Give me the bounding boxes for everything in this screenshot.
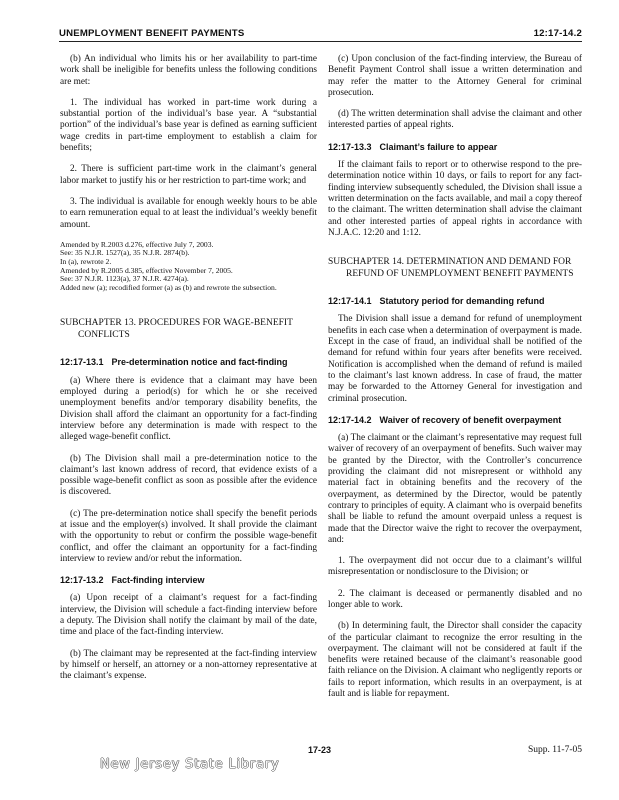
left-column	[60, 54, 317, 693]
paragraph: (c) The pre-determination notice shall specify the benefit periods at issue and the employer(s) involved. It shall provide the claimant with the opportunity to rebut or confirm the possible wage-benefit conflict, and offer the claimant an opportunity for a fact-finding interview to review and/or rebut the information.	[60, 508, 317, 564]
paragraph: (d) The written determination shall advise the claimant and other interested parties of appeal rights.	[328, 109, 582, 131]
section-title: Fact-finding interview	[111, 575, 205, 586]
section-heading	[60, 575, 317, 586]
paragraph: (a) Where there is evidence that a claimant may have been employed during a period(s) for which he or she received unemployment benefits and/or temporary disability benefits, the Division shall afford the claimant an opportunity for a fact-finding interview before any determination is made with respect to the alleged wage-benefit conflict.	[60, 375, 317, 443]
subchapter-heading: SUBCHAPTER 13. PROCEDURES FOR WAGE-BENEFIT CONFLICTS	[60, 318, 293, 340]
running-header	[59, 27, 582, 42]
amendment-line: See: 37 N.J.R. 1123(a), 37 N.J.R. 4274(a).	[60, 274, 189, 284]
section-number: 12:17-14.2	[328, 414, 372, 425]
amendment-line: Amended by R.2003 d.276, effective July 7, 2003.	[60, 239, 214, 249]
subchapter-heading: SUBCHAPTER 14. DETERMINATION AND DEMAND FOR REFUND OF UNEMPLOYMENT BENEFIT PAYMENTS	[328, 257, 574, 279]
amendment-line: See: 35 N.J.R. 1527(a), 35 N.J.R. 2874(b).	[60, 248, 190, 258]
amendment-history	[60, 241, 317, 293]
section-title: Pre-determination notice and fact-finding	[111, 357, 288, 368]
list-item: 1. The individual has worked in part-time work during a substantial portion of the individual’s base year. A “substantial portion” of the individual’s base year is defined as earning sufficient wage credits in part-time employment to establish a claim for benefits;	[60, 97, 317, 154]
paragraph: (a) Upon receipt of a claimant’s request for a fact-finding interview, the Division will schedule a fact-finding interview before a deputy. The Division shall notify the claimant by mail of the date, time and place of the fact-finding interview.	[60, 593, 317, 638]
paragraph: (a) The claimant or the claimant’s representative may request full waiver of recovery of an overpayment of benefits. Such waiver may be granted by the Director, with the Controller’s concurrence providing the claimant did not misrepresent or withhold any material fact in obtaining benefits and the recovery of the overpayment, as determined by the Director, would be patently contrary to principles of equity. A claimant who is overpaid benefits shall be liable to refund the amount overpaid unless a request is made that the Director waive the right to recover the overpayment, and:	[328, 433, 582, 545]
section-number: 12:17-13.3	[328, 141, 372, 152]
page-number: 17-23	[308, 745, 332, 755]
paragraph: (b) An individual who limits his or her availability to part-time work shall be ineligible for benefits unless the following conditions are met:	[60, 54, 317, 87]
section-number: 12:17-13.2	[60, 575, 104, 586]
header-section-number: 12:17-14.2	[533, 28, 582, 39]
paragraph: If the claimant fails to report or to otherwise respond to the pre-determination notice within 10 days, or fails to report for any fact-finding interview subsequently scheduled, the Division shall issue a written determination on the facts available, and mail a copy thereof to the claimant. The written determination shall advise the claimant and other interested parties of appeal rights in accordance with N.J.A.C. 12:20 and 1:12.	[328, 160, 582, 238]
amendment-line: In (a), rewrote 2.	[60, 257, 112, 267]
section-title: Waiver of recovery of benefit overpayment	[379, 414, 562, 425]
section-heading	[328, 415, 582, 426]
section-number: 12:17-13.1	[60, 357, 104, 368]
paragraph: (c) Upon conclusion of the fact-finding interview, the Bureau of Benefit Payment Control shall issue a written determination and may refer the matter to the Attorney General for criminal prosecution.	[328, 54, 582, 98]
paragraph: The Division shall issue a demand for refund of unemployment benefits in each case when a determination of overpayment is made. Except in the case of fraud, an individual shall be notified of the demand for refund within four years after benefits were received. Notification is accomplished when the demand of refund is mailed to the claimant’s last known address. In case of fraud, the matter may be forwarded to the Attorney General for investigation and criminal prosecution.	[328, 314, 582, 404]
section-number: 12:17-14.1	[328, 296, 372, 307]
paragraph: (b) The Division shall mail a pre-determination notice to the claimant’s last known address of record, that evidence exists of a possible wage-benefit conflict as soon as possible after the evidence is discovered.	[60, 453, 317, 498]
section-heading	[328, 142, 582, 153]
paragraph: (b) The claimant may be represented at the fact-finding interview by himself or herself, an attorney or a non-attorney representative at the claimant’s expense.	[60, 648, 317, 682]
section-title: Statutory period for demanding refund	[379, 296, 545, 307]
paragraph: (b) In determining fault, the Director shall consider the capacity of the particular claimant to recognize the error resulting in the overpayment. The claimant will not be considered at fault if the benefits were retained because of the claimant’s reasonable good faith reliance on the Division. A claimant who negligently reports or fails to report information, which results in an overpayment, is at fault and is liable for repayment.	[328, 621, 582, 700]
library-watermark: New Jersey State Library	[100, 757, 280, 772]
section-heading	[60, 357, 317, 368]
amendment-line: Amended by R.2005 d.385, effective November 7, 2005.	[60, 265, 233, 275]
right-column	[328, 54, 582, 710]
list-item: 2. The claimant is deceased or permanently disabled and no longer able to work.	[328, 588, 582, 610]
list-item: 2. There is sufficient part-time work in the claimant’s general labor market to justify his or her restriction to part-time work; and	[60, 164, 317, 186]
header-title: UNEMPLOYMENT BENEFIT PAYMENTS	[59, 28, 245, 39]
list-item: 1. The overpayment did not occur due to a claimant’s willful misrepresentation or nondisclosure to the Division; or	[328, 556, 582, 578]
section-title: Claimant’s failure to appear	[379, 141, 498, 152]
supplement-date: Supp. 11-7-05	[527, 745, 582, 755]
list-item: 3. The individual is available for enough weekly hours to be able to earn remuneration equal to at least the individual’s weekly benefit amount.	[60, 196, 317, 230]
section-heading	[328, 296, 582, 307]
amendment-line: Added new (a); recodified former (a) as (b) and rewrote the subsection.	[60, 282, 277, 292]
